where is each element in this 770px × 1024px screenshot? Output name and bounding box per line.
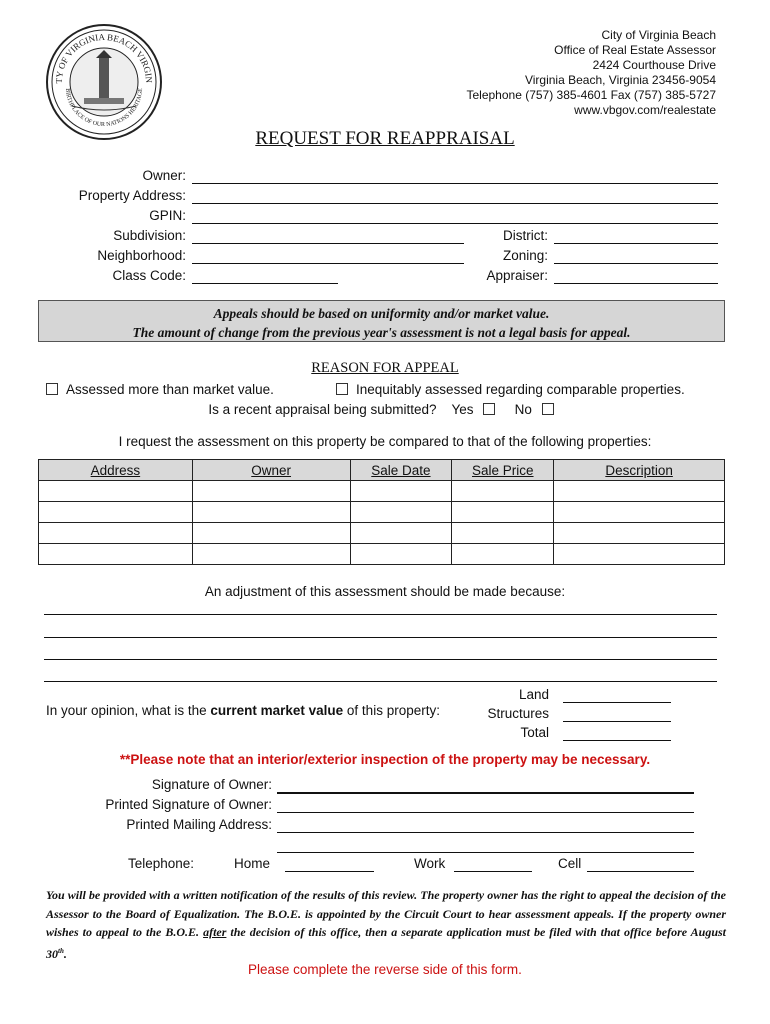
prompt-text: of this property: [343,703,440,718]
adjustment-prompt: An adjustment of this assessment should be made because: [204,584,566,599]
yes-checkbox[interactable] [483,403,495,415]
paragraph-text: You will be provided with a written notification of the results of this review. The property owner has the right to appeal the decision of the Assessor to the Board of Equalization. The B.O.E. is appointed by the Circuit Court to hear assessment appeals. If the property owner wishes to appeal to the B.O.E. [46,888,726,939]
no-label: No [514,402,532,417]
table-cell[interactable] [452,481,554,502]
work-phone-label: Work [414,856,446,871]
table-row [39,523,725,544]
svg-text:BIRTHPLACE OF OUR NATIONS HERI: BIRTHPLACE OF OUR NATIONS HERITAGE [63,88,145,129]
inspection-note: **Please note that an interior/exterior inspection of the property may be necessary. [119,752,651,767]
property-address-field[interactable] [192,203,718,204]
header-line: Virginia Beach, Virginia 23456-9054 [524,73,716,87]
table-cell[interactable] [39,502,193,523]
table-cell[interactable] [452,523,554,544]
table-cell[interactable] [452,544,554,565]
table-cell[interactable] [192,544,350,565]
header-line: Office of Real Estate Assessor [554,43,716,57]
paragraph-text: the decision of this office, then a separate application must be filed with that office before August 30 [46,925,726,961]
paragraph-superscript: th [58,946,64,955]
header-line: Telephone (757) 385-4601 Fax (757) 385-5727 [466,88,716,102]
district-label: District: [503,228,548,243]
zoning-label: Zoning: [502,248,548,263]
appeal-basis-notice [38,300,725,342]
class-code-field[interactable] [192,283,338,284]
table-cell[interactable] [554,481,725,502]
svg-text:CITY OF VIRGINIA BEACH VIRGINI: TY OF VIRGINIA BEACH VIRGIN [53,31,155,84]
header-line: City of Virginia Beach [601,28,716,42]
table-row [39,544,725,565]
home-phone-field[interactable] [285,871,374,872]
district-field[interactable] [554,243,718,244]
checkbox-icon[interactable] [336,383,348,395]
table-cell[interactable] [554,544,725,565]
subdivision-label: Subdivision: [113,228,186,243]
table-cell[interactable] [350,502,452,523]
comparable-properties-table [38,459,725,565]
table-cell[interactable] [554,502,725,523]
adjustment-line[interactable] [44,659,717,660]
option-market-value[interactable] [46,382,274,397]
owner-label: Owner: [142,168,186,183]
gpin-field[interactable] [192,223,718,224]
no-checkbox[interactable] [542,403,554,415]
column-header: Address [39,460,193,481]
mailing-address-label: Printed Mailing Address: [126,817,272,832]
work-phone-field[interactable] [454,871,532,872]
header-line: 2424 Courthouse Drive [592,58,716,72]
signature-owner-field[interactable] [277,792,694,794]
reason-heading: REASON FOR APPEAL [311,360,459,376]
neighborhood-field[interactable] [192,263,464,264]
land-field[interactable] [563,702,671,703]
prompt-bold: current market value [210,703,344,718]
table-cell[interactable] [554,523,725,544]
appraiser-field[interactable] [554,283,718,284]
class-code-label: Class Code: [112,268,186,283]
paragraph-text: . [63,946,67,961]
table-cell[interactable] [350,481,452,502]
table-cell[interactable] [192,523,350,544]
option-inequitable[interactable] [336,382,685,397]
owner-field[interactable] [192,183,718,184]
reverse-side-note: Please complete the reverse side of this form. [248,962,522,977]
adjustment-line[interactable] [44,681,717,682]
table-header-row [39,460,725,481]
market-value-prompt [46,703,440,718]
gpin-label: GPIN: [149,208,186,223]
subdivision-field[interactable] [192,243,464,244]
table-cell[interactable] [39,523,193,544]
table-cell[interactable] [39,544,193,565]
table-cell[interactable] [192,502,350,523]
recent-appraisal-row [0,402,770,417]
page-title: REQUEST FOR REAPPRAISAL [255,128,515,149]
adjustment-line[interactable] [44,637,717,638]
table-row [39,481,725,502]
appraiser-label: Appraiser: [486,268,548,283]
column-header: Sale Date [350,460,452,481]
seal-emblem-icon [44,22,164,142]
checkbox-icon[interactable] [46,383,58,395]
assessor-address-block [356,28,716,118]
table-cell[interactable] [192,481,350,502]
table-row [39,502,725,523]
option-label: Inequitably assessed regarding comparable properties. [356,382,685,397]
header-line: www.vbgov.com/realestate [574,103,716,117]
printed-signature-field[interactable] [277,812,694,813]
paragraph-emphasis: after [203,925,227,939]
prompt-text: In your opinion, what is the [46,703,211,718]
table-cell[interactable] [350,544,452,565]
table-cell[interactable] [452,502,554,523]
table-cell[interactable] [39,481,193,502]
column-header: Sale Price [452,460,554,481]
column-header: Description [554,460,725,481]
printed-signature-label: Printed Signature of Owner: [105,797,272,812]
home-phone-label: Home [234,856,271,871]
notice-line: The amount of change from the previous year's assessment is not a legal basis for appeal. [132,325,631,340]
neighborhood-label: Neighborhood: [97,248,186,263]
total-label: Total [520,725,549,740]
structures-label: Structures [487,706,549,721]
option-label: Assessed more than market value. [66,382,274,397]
city-seal [44,22,164,142]
column-header: Owner [192,460,350,481]
land-label: Land [518,687,549,702]
mailing-address-field-2[interactable] [277,852,694,853]
cell-phone-field[interactable] [587,871,694,872]
mailing-address-field[interactable] [277,832,694,833]
cell-phone-label: Cell [558,856,582,871]
zoning-field[interactable] [554,263,718,264]
structures-field[interactable] [563,721,671,722]
comparison-intro: I request the assessment on this property be compared to that of the following properties: [118,434,652,449]
property-address-label: Property Address: [78,188,186,203]
recent-appraisal-question: Is a recent appraisal being submitted? [208,402,437,417]
adjustment-line[interactable] [44,614,717,615]
yes-label: Yes [451,402,474,417]
table-cell[interactable] [350,523,452,544]
notification-paragraph [46,886,726,963]
total-field[interactable] [563,740,671,741]
notice-line: Appeals should be based on uniformity and/or market value. [213,306,550,321]
signature-owner-label: Signature of Owner: [151,777,272,792]
telephone-label: Telephone: [128,856,195,871]
